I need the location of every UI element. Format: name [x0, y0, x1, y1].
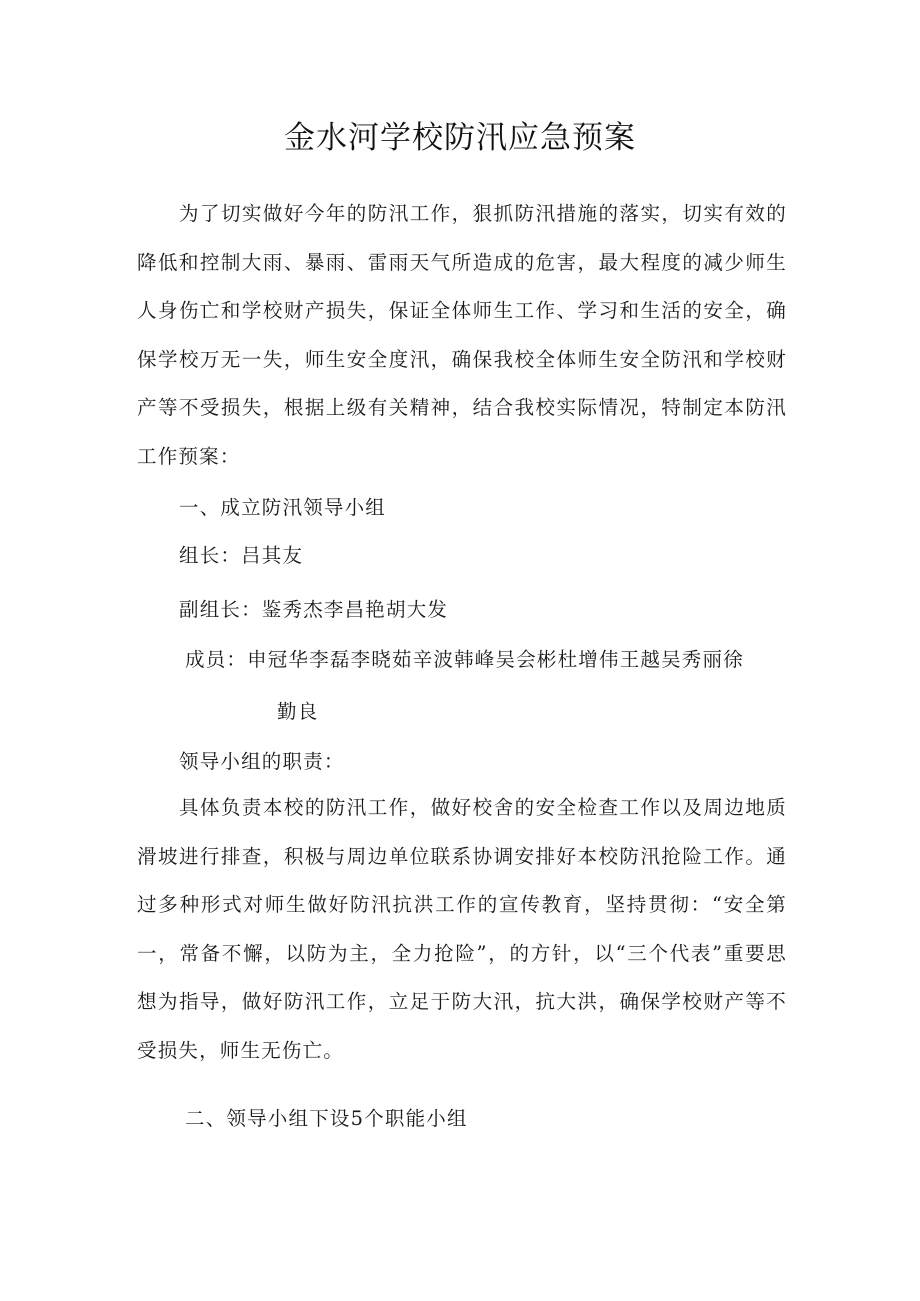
members-line: 成员：申冠华李磊李晓茹辛波韩峰吴会彬杜增伟王越吴秀丽徐	[185, 648, 744, 671]
leader-line: 组长：吕其友	[179, 544, 304, 567]
deputy-leader-line: 副组长：鉴秀杰李昌艳胡大发	[179, 598, 449, 621]
members-line-continued: 勤良	[277, 700, 319, 723]
intro-paragraph: 为了切实做好今年的防汛工作，狠抓防汛措施的落实，切实有效的降低和控制大雨、暴雨、雷雨天气所造成的危害，最大程度的减少师生人身伤亡和学校财产损失，保证全体师生工作、学习和生活的安全，确保学校万无一失，师生安全度汛，确保我校全体师生安全防汛和学校财产等不受损失，根据上级有关精神，结合我校实际情况，特制定本防汛工作预案：	[137, 202, 787, 468]
document-title: 金水河学校防汛应急预案	[284, 120, 636, 156]
section-heading-2: 二、领导小组下设5个职能小组	[185, 1107, 468, 1130]
duties-paragraph: 具体负责本校的防汛工作，做好校舍的安全检查工作以及周边地质滑坡进行排查，积极与周边单位联系协调安排好本校防汛抢险工作。通过多种形式对师生做好防汛抗洪工作的宣传教育，坚持贯彻：“安全第一，常备不懈，以防为主，全力抢险”，的方针，以“三个代表”重要思想为指导，做好防汛工作，立足于防大汛，抗大洪，确保学校财产等不受损失，师生无伤亡。	[137, 796, 787, 1062]
duties-heading: 领导小组的职责：	[179, 750, 345, 773]
section-heading-1: 一、成立防汛领导小组	[179, 496, 387, 519]
